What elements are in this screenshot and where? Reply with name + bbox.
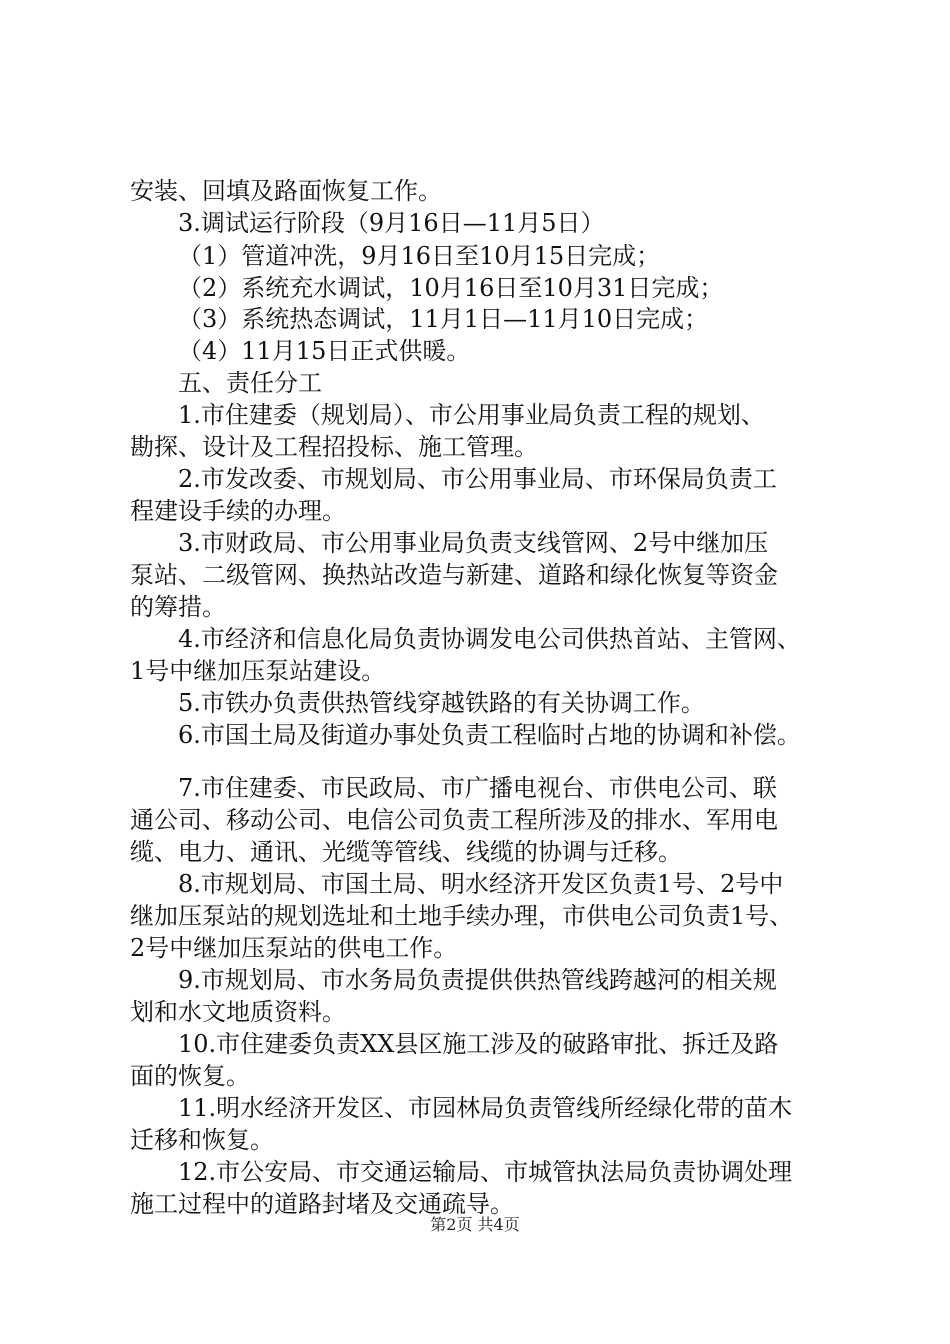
paragraph-line: 的筹措。 bbox=[130, 593, 226, 621]
page-number: 第2页 共4页 bbox=[430, 1215, 520, 1234]
paragraph-line: 继加压泵站的规划选址和土地手续办理，市供电公司负责1号、 bbox=[130, 902, 794, 930]
paragraph-line: 划和水文地质资料。 bbox=[130, 998, 346, 1026]
list-item: （3）系统热态调试，11月1日—11月10日完成； bbox=[178, 305, 709, 333]
paragraph-line: 面的恢复。 bbox=[130, 1062, 250, 1090]
paragraph-line: 程建设手续的办理。 bbox=[130, 497, 346, 525]
paragraph-line: 通公司、移动公司、电信公司负责工程所涉及的排水、军用电 bbox=[130, 806, 778, 834]
paragraph-line: 3.市财政局、市公用事业局负责支线管网、2号中继加压 bbox=[178, 529, 769, 557]
list-item: （2）系统充水调试，10月16日至10月31日完成； bbox=[178, 274, 724, 302]
paragraph-line: 8.市规划局、市国土局、明水经济开发区负责1号、2号中 bbox=[178, 870, 784, 898]
paragraph-line: 12.市公安局、市交通运输局、市城管执法局负责协调处理 bbox=[178, 1158, 793, 1186]
paragraph-line: 4.市经济和信息化局负责协调发电公司供热首站、主管网、 bbox=[178, 625, 801, 653]
paragraph-line: 11.明水经济开发区、市园林局负责管线所经绿化带的苗木 bbox=[178, 1094, 793, 1122]
paragraph-line: 泵站、二级管网、换热站改造与新建、道路和绿化恢复等资金 bbox=[130, 561, 778, 589]
paragraph-line: 勘探、设计及工程招投标、施工管理。 bbox=[130, 433, 538, 461]
paragraph-line: 7.市住建委、市民政局、市广播电视台、市供电公司、联 bbox=[178, 774, 777, 802]
paragraph-line: 9.市规划局、市水务局负责提供供热管线跨越河的相关规 bbox=[178, 966, 777, 994]
paragraph-line: 施工过程中的道路封堵及交通疏导。 bbox=[130, 1190, 514, 1218]
section-heading: 五、责任分工 bbox=[178, 369, 322, 397]
paragraph-line: 1.市住建委（规划局）、市公用事业局负责工程的规划、 bbox=[178, 401, 765, 429]
paragraph-line: 10.市住建委负责XX县区施工涉及的破路审批、拆迁及路 bbox=[178, 1030, 779, 1058]
list-item: （1）管道冲洗，9月16日至10月15日完成； bbox=[178, 242, 661, 270]
paragraph-line: 2.市发改委、市规划局、市公用事业局、市环保局负责工 bbox=[178, 465, 777, 493]
section-heading: 3.调试运行阶段（9月16日—11月5日） bbox=[178, 209, 605, 237]
body-line: 安装、回填及路面恢复工作。 bbox=[130, 177, 442, 205]
list-item: （4）11月15日正式供暖。 bbox=[178, 337, 471, 365]
paragraph-line: 6.市国土局及街道办事处负责工程临时占地的协调和补偿。 bbox=[178, 721, 801, 749]
paragraph-line: 迁移和恢复。 bbox=[130, 1126, 274, 1154]
paragraph-line: 2号中继加压泵站的供电工作。 bbox=[130, 934, 458, 962]
paragraph-line: 缆、电力、通讯、光缆等管线、线缆的协调与迁移。 bbox=[130, 838, 682, 866]
paragraph-line: 1号中继加压泵站建设。 bbox=[130, 657, 386, 685]
paragraph-line: 5.市铁办负责供热管线穿越铁路的有关协调工作。 bbox=[178, 689, 705, 717]
